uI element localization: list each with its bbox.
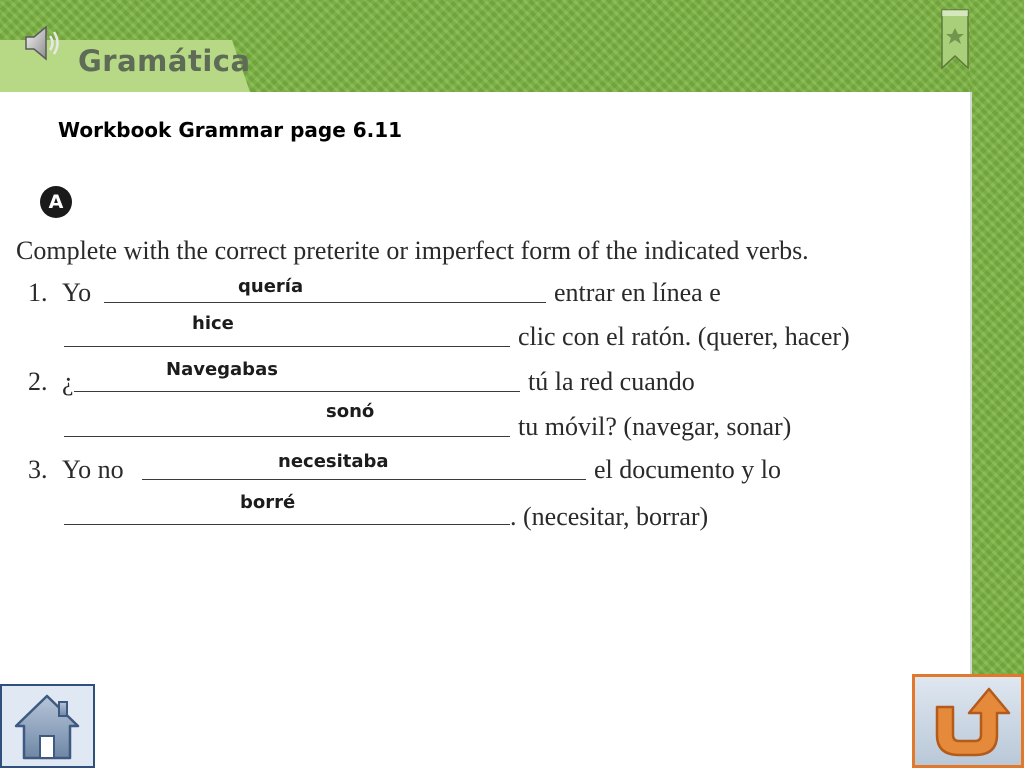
item-1-number: 1. <box>28 278 48 307</box>
instructions: Complete with the correct preterite or imperfect form of the indicated verbs. <box>16 236 809 265</box>
section-badge: A <box>40 186 72 218</box>
item-2-blank-2[interactable] <box>64 436 510 437</box>
item-2-blank-1[interactable] <box>74 391 520 392</box>
item-3-blank-1[interactable] <box>142 479 586 480</box>
item-3-blank-2[interactable] <box>64 524 510 525</box>
workbook-title: Workbook Grammar page 6.11 <box>58 118 403 142</box>
page-title: Gramática <box>78 44 251 78</box>
item-2-suffix-2: tu móvil? (navegar, sonar) <box>518 412 792 441</box>
item-1-blank-2[interactable] <box>64 346 510 347</box>
bookmark-icon[interactable] <box>939 8 971 72</box>
item-3-suffix-1: el documento y lo <box>594 455 782 484</box>
item-1-answer-2: hice <box>192 313 234 334</box>
u-turn-back-icon <box>915 677 1021 765</box>
right-green-border <box>970 0 1024 768</box>
item-2-suffix-1: tú la red cuando <box>528 367 695 396</box>
item-1-suffix-2: clic con el ratón. (querer, hacer) <box>518 322 850 351</box>
speaker-icon[interactable] <box>22 22 64 64</box>
item-3-suffix-2: . (necesitar, borrar) <box>510 502 709 531</box>
home-button[interactable] <box>0 684 95 768</box>
item-3-number: 3. <box>28 455 48 484</box>
item-1-answer-1: quería <box>238 276 304 297</box>
item-1-prefix: Yo <box>62 278 92 307</box>
item-2-answer-1: Navegabas <box>166 359 278 380</box>
back-button[interactable] <box>912 674 1024 768</box>
item-1-blank-1[interactable] <box>104 302 546 303</box>
item-3-prefix: Yo no <box>62 455 124 484</box>
item-3-answer-2: borré <box>240 492 296 513</box>
item-2-number: 2. <box>28 367 48 396</box>
home-icon <box>2 686 93 766</box>
item-2-answer-2: sonó <box>326 401 375 422</box>
item-3-answer-1: necesitaba <box>278 451 389 472</box>
page-sheet <box>0 92 972 768</box>
item-1-suffix-1: entrar en línea e <box>554 278 721 307</box>
item-2-prefix: ¿ <box>62 367 74 396</box>
